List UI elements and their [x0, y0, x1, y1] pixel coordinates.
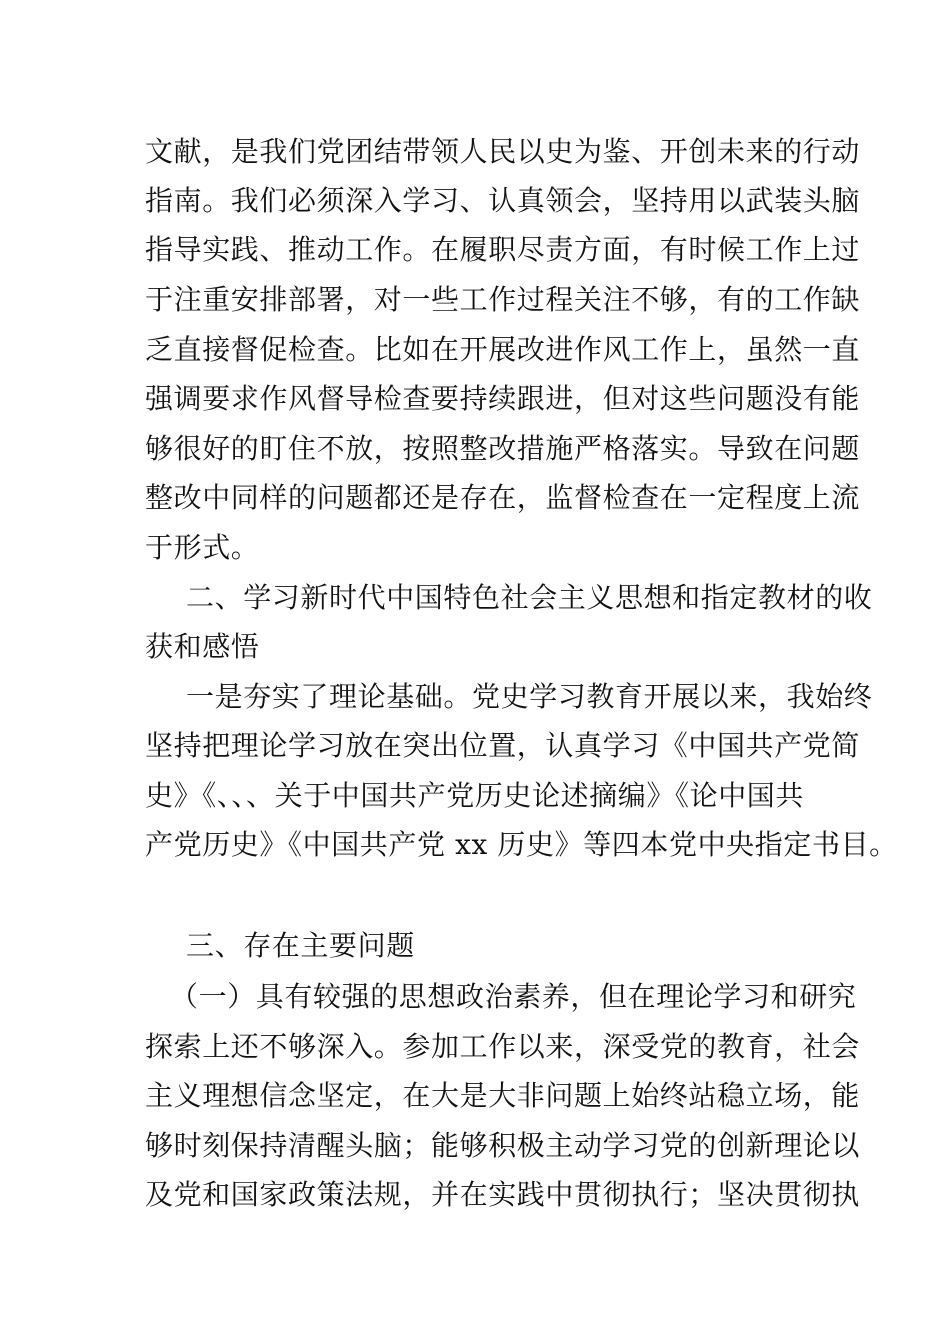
text-line: 于注重安排部署，对一些工作过程关注不够，有的工作缺 [145, 283, 861, 316]
text-line: 强调要求作风督导检查要持续跟进，但对这些问题没有能 [145, 382, 861, 415]
subsection-heading: （一）具有较强的思想政治素养，但在理论学习和研究 [170, 980, 857, 1013]
text-line: 够时刻保持清醒头脑；能够积极主动学习党的创新理论以 [145, 1129, 861, 1162]
text-line: 坚持把理论学习放在突出位置，认真学习《中国共产党简 [145, 729, 861, 762]
text-line: 及党和国家政策法规，并在实践中贯彻执行；坚决贯彻执 [145, 1178, 861, 1211]
text-line: 乏直接督促检查。比如在开展改进作风工作上，虽然一直 [145, 333, 861, 366]
text-line: 整改中同样的问题都还是存在，监督检查在一定程度上流 [145, 481, 861, 514]
section-heading-2-cont: 获和感悟 [145, 630, 260, 663]
text-line: 文献，是我们党团结带领人民以史为鉴、开创未来的行动 [145, 135, 861, 168]
text-line: 于形式。 [145, 531, 260, 564]
text-line: 指南。我们必须深入学习、认真领会，坚持用以武装头脑 [145, 184, 861, 217]
text-line: 产党历史》《中国共产党 xx 历史》等四本党中央指定书目。 [145, 828, 898, 861]
text-line: 够很好的盯住不放，按照整改措施严格落实。导致在问题 [145, 432, 861, 465]
text-line: 指导实践、推动工作。在履职尽责方面，有时候工作上过 [145, 233, 861, 266]
text-line: 史》《、、、关于中国共产党历史论述摘编》《论中国共 [145, 779, 805, 812]
section-heading-3: 三、存在主要问题 [186, 929, 415, 962]
text-line: 探索上还不够深入。参加工作以来，深受党的教育，社会 [145, 1030, 861, 1063]
section-heading-2: 二、学习新时代中国特色社会主义思想和指定教材的收 [186, 581, 873, 614]
text-line: 主义理想信念坚定，在大是大非问题上始终站稳立场，能 [145, 1079, 861, 1112]
text-line: 一是夯实了理论基础。党史学习教育开展以来，我始终 [186, 680, 873, 713]
